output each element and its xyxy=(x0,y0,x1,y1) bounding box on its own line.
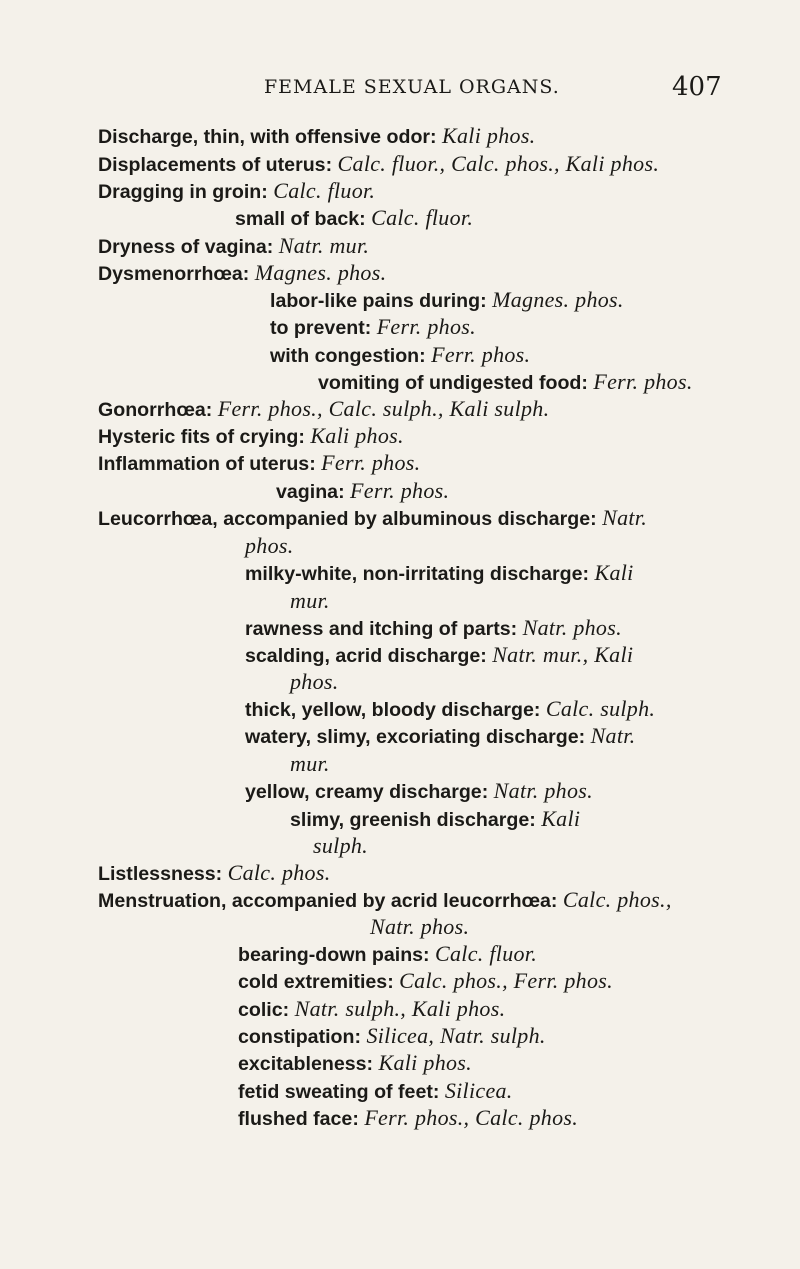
remedy-text: Natr. phos. xyxy=(370,914,470,939)
entry-line xyxy=(238,1024,546,1049)
remedy-text: Ferr. phos., Calc. sulph., Kali sulph. xyxy=(217,396,550,421)
symptom-label: bearing-down pains: xyxy=(238,944,436,966)
entry-line xyxy=(270,288,624,313)
page-header xyxy=(0,72,800,104)
entry-line xyxy=(98,506,647,531)
symptom-label: Hysteric fits of crying: xyxy=(98,426,311,448)
remedy-text: Calc. phos., Ferr. phos. xyxy=(399,968,613,993)
entry-line xyxy=(98,124,535,149)
symptom-label: watery, slimy, excoriating discharge: xyxy=(245,726,591,748)
entry-line xyxy=(245,724,635,749)
symptom-label: Dryness of vagina: xyxy=(98,236,279,258)
symptom-label: labor-like pains during: xyxy=(270,290,493,312)
symptom-label: Menstruation, accompanied by acrid leucorrhœa: xyxy=(98,890,563,912)
symptom-label: yellow, creamy discharge: xyxy=(245,781,494,803)
remedy-text: Calc. phos. xyxy=(227,860,331,885)
remedy-text: Natr. xyxy=(590,723,636,748)
entry-line xyxy=(98,888,672,913)
entry-line xyxy=(98,451,420,476)
remedy-text: Natr. xyxy=(602,505,648,530)
remedy-text: Kali xyxy=(541,806,581,831)
entry-line xyxy=(290,670,339,695)
symptom-label: Displacements of uterus: xyxy=(98,154,338,176)
entry-line xyxy=(98,152,659,177)
remedy-text: Calc. sulph. xyxy=(545,696,656,721)
remedy-text: mur. xyxy=(290,588,330,613)
symptom-label: fetid sweating of feet: xyxy=(238,1081,445,1103)
remedy-text: Kali xyxy=(594,560,634,585)
page-number: 407 xyxy=(672,72,722,102)
entry-line xyxy=(238,1051,472,1076)
symptom-label: constipation: xyxy=(238,1026,367,1048)
remedy-text: Natr. phos. xyxy=(493,778,593,803)
symptom-label: Dysmenorrhœa: xyxy=(98,263,255,285)
remedy-text: sulph. xyxy=(313,833,368,858)
symptom-label: colic: xyxy=(238,999,295,1021)
symptom-label: Inflammation of uterus: xyxy=(98,453,322,475)
entry-line xyxy=(238,942,537,967)
remedy-text: Ferr. phos. xyxy=(593,369,693,394)
remedy-text: Calc. fluor. xyxy=(435,941,538,966)
entry-line xyxy=(276,479,449,504)
remedy-text: Ferr. phos. xyxy=(376,314,476,339)
symptom-label: scalding, acrid discharge: xyxy=(245,645,493,667)
entry-line xyxy=(370,915,469,940)
remedy-text: Kali phos. xyxy=(310,423,404,448)
remedy-text: Kali phos. xyxy=(378,1050,472,1075)
remedy-text: Magnes. phos. xyxy=(492,287,624,312)
symptom-label: slimy, greenish discharge: xyxy=(290,809,542,831)
remedy-text: Calc. phos., xyxy=(562,887,672,912)
symptom-label: Dragging in groin: xyxy=(98,181,274,203)
remedy-text: phos. xyxy=(245,533,294,558)
entry-line xyxy=(245,561,634,586)
remedy-text: Magnes. phos. xyxy=(254,260,387,285)
symptom-label: vagina: xyxy=(276,481,351,503)
entry-line xyxy=(270,315,476,340)
entry-line xyxy=(270,343,530,368)
symptom-label: excitableness: xyxy=(238,1053,379,1075)
entry-line xyxy=(290,589,330,614)
entry-line xyxy=(245,779,593,804)
symptom-label: cold extremities: xyxy=(238,971,400,993)
entry-line xyxy=(235,206,473,231)
remedy-text: Calc. fluor. xyxy=(371,205,474,230)
symptom-label: milky-white, non-irritating discharge: xyxy=(245,563,595,585)
remedy-text: phos. xyxy=(290,669,339,694)
remedy-text: Natr. mur. xyxy=(278,233,370,258)
remedy-text: Ferr. phos. xyxy=(321,450,421,475)
symptom-label: flushed face: xyxy=(238,1108,365,1130)
remedy-text: Silicea. xyxy=(444,1078,513,1103)
symptom-label: Leucorrhœa, accompanied by albuminous discharge: xyxy=(98,508,603,530)
entry-line xyxy=(245,534,294,559)
symptom-label: to prevent: xyxy=(270,317,377,339)
entry-line xyxy=(245,697,655,722)
symptom-label: with congestion: xyxy=(270,345,432,367)
running-head: FEMALE SEXUAL ORGANS. xyxy=(264,76,560,98)
symptom-label: small of back: xyxy=(235,208,372,230)
entry-line xyxy=(318,370,693,395)
entry-line xyxy=(238,997,505,1022)
remedy-text: Silicea, Natr. sulph. xyxy=(366,1023,546,1048)
symptom-label: Listlessness: xyxy=(98,863,228,885)
symptom-label: thick, yellow, bloody discharge: xyxy=(245,699,546,721)
entry-line xyxy=(238,1079,513,1104)
remedy-text: Natr. mur., Kali xyxy=(492,642,634,667)
entry-line xyxy=(98,424,404,449)
entry-line xyxy=(98,861,331,886)
symptom-label: rawness and itching of parts: xyxy=(245,618,523,640)
entry-line xyxy=(98,261,386,286)
entry-line xyxy=(238,969,613,994)
remedy-text: Natr. phos. xyxy=(522,615,622,640)
entry-line xyxy=(238,1106,578,1131)
remedy-text: mur. xyxy=(290,751,330,776)
remedy-text: Ferr. phos. xyxy=(431,342,531,367)
remedy-text: Ferr. phos., Calc. phos. xyxy=(364,1105,579,1130)
remedy-text: Natr. sulph., Kali phos. xyxy=(294,996,506,1021)
remedy-text: Kali phos. xyxy=(442,123,536,148)
entry-line xyxy=(290,807,580,832)
remedy-text: Ferr. phos. xyxy=(350,478,450,503)
remedy-text: Calc. fluor. xyxy=(273,178,376,203)
entry-line xyxy=(98,234,369,259)
entry-line xyxy=(245,643,633,668)
remedy-text: Calc. fluor., Calc. phos., Kali phos. xyxy=(337,151,660,176)
entry-line xyxy=(98,179,375,204)
entry-line xyxy=(98,397,549,422)
symptom-label: Discharge, thin, with offensive odor: xyxy=(98,126,443,148)
symptom-label: Gonorrhœa: xyxy=(98,399,218,421)
symptom-label: vomiting of undigested food: xyxy=(318,372,594,394)
entry-line xyxy=(245,616,622,641)
entry-line xyxy=(290,752,330,777)
entry-line xyxy=(313,834,368,859)
